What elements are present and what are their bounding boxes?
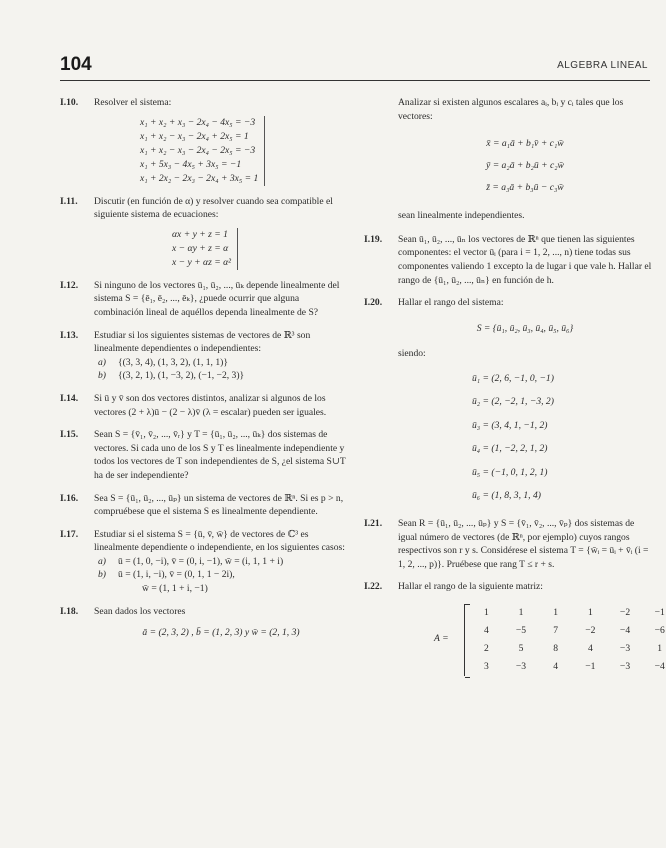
siendo-label: siendo: <box>398 348 426 360</box>
matrix-cell: −1 <box>654 606 665 618</box>
matrix-row <box>469 642 666 656</box>
vector-definition: ā = (2, 3, 2) , b̄ = (1, 2, 3) y w̄ = (2, 1, 3) <box>142 627 300 639</box>
exercise-text: Resolver el sistema: <box>94 97 172 108</box>
equation: z̄ = a₃ā + b₃ū − c₃w̄ <box>486 182 564 194</box>
matrix-cell: 4 <box>587 642 593 654</box>
exercise-1-20 <box>364 296 652 508</box>
exercise-text: Analizar si existen algunos escalares aᵢ, bᵢ y cᵢ tales que los vectores: <box>398 97 624 122</box>
exercise-number: I.21. <box>364 517 383 529</box>
matrix-cell: 7 <box>553 624 559 636</box>
matrix-cell: −2 <box>585 624 596 636</box>
exercise-1-21 <box>364 517 652 571</box>
exercise-number: I.15. <box>60 429 79 441</box>
exercise-1-13 <box>60 329 348 383</box>
exercise-text: Hallar el rango de la siguiente matriz: <box>398 581 543 593</box>
option-text: ū = (1, 0, −i), v̄ = (0, i, −1), w̄ = (i, 1, 1 + i) <box>118 555 284 567</box>
exercise-text: Estudiar si los siguientes sistemas de vectores de ℝ³ son linealmente dependientes o independientes: <box>94 329 311 355</box>
matrix-cell: 1 <box>483 606 489 618</box>
matrix-cell: 3 <box>483 660 489 672</box>
vector-item: ū₁ = (2, 6, −1, 0, −1) <box>472 372 554 384</box>
exercise-1-19 <box>364 233 652 287</box>
matrix-cell: −1 <box>585 660 596 672</box>
exercise-text: Sean R = {ū₁, ū₂, ..., ūₚ} y S = {v̄₁, v̄₂, ..., v̄ₚ} dos sistemas de igual número de vectores (de ℝⁿ, por ejemplo) cuyos rangos respectivos son r y s. Considérese el sistema T = {w̄ᵢ = ūᵢ + v̄ᵢ (i = 1, 2, ..., p)}. Pruébese que rang T ≤ r + s. <box>398 517 649 570</box>
equation: x − αy + z = α <box>172 242 229 254</box>
exercise-text: Estudiar si el sistema S = {ū, v̄, w̄} de vectores de ℂ³ es linealmente dependiente o independiente, en los siguientes casos: <box>94 528 345 554</box>
matrix-cell: 1 <box>553 606 559 618</box>
matrix-cell: −3 <box>515 660 527 672</box>
system-brace <box>172 228 238 270</box>
exercise-number: I.20. <box>364 297 383 309</box>
vector-item: ū₂ = (2, −2, 1, −3, 2) <box>472 396 554 408</box>
matrix-cell: −3 <box>619 642 631 654</box>
exercise-number: I.14. <box>60 392 79 404</box>
exercise-text: Si ninguno de los vectores ū₁, ū₂, ..., ūₖ depende linealmente del sistema S = {ē₁, ē₂, ..., ēₖ}, ¿puede ocurrir que alguna combinación lineal de aquéllos dependa linealmente de S? <box>94 279 340 318</box>
equation: x₁ + x₂ − x₃ − 2x₄ + 2x₅ = 1 <box>140 130 249 142</box>
vector-item: ū₃ = (3, 4, 1, −1, 2) <box>472 419 548 431</box>
exercise-number: I.13. <box>60 329 79 341</box>
equation-system <box>140 116 348 186</box>
option-label: a) <box>98 555 106 567</box>
matrix-cell: −2 <box>619 606 631 618</box>
matrix-cell: −4 <box>654 660 665 672</box>
header-rule <box>60 80 650 81</box>
exercise-1-14 <box>60 392 348 419</box>
equation: αx + y + z = 1 <box>172 228 228 240</box>
option-label: b) <box>98 370 106 382</box>
matrix-cell: 1 <box>657 642 663 654</box>
exercise-1-22 <box>364 580 665 678</box>
system-brace <box>140 116 265 186</box>
matrix-row <box>469 624 666 638</box>
exercise-number: I.16. <box>60 492 79 504</box>
matrix-cell: −6 <box>654 624 665 636</box>
exercise-1-12 <box>60 279 348 320</box>
exercise-number: I.18. <box>60 605 79 617</box>
exercise-number: I.19. <box>364 233 383 245</box>
matrix-cell: 1 <box>518 606 524 618</box>
page-number: 104 <box>60 54 92 75</box>
option-b <box>98 568 348 582</box>
option-text: {(3, 3, 4), (1, 3, 2), (1, 1, 1)} <box>118 356 228 368</box>
vector-item: ū₄ = (1, −2, 2, 1, 2) <box>472 443 548 455</box>
option-a <box>98 356 348 370</box>
equation: x₁ + 5x₃ − 4x₅ + 3x₅ = −1 <box>140 158 242 170</box>
combination-equations <box>398 133 652 199</box>
exercise-text: Sea S = {ū₁, ū₂, ..., ūₚ} un sistema de vectores de ℝⁿ. Si es p > n, compruébese que el sistema S es linealmente dependiente. <box>94 492 344 518</box>
matrix-a <box>426 604 665 678</box>
right-column <box>364 96 665 687</box>
matrix-row <box>469 606 666 620</box>
exercise-1-10 <box>60 96 348 186</box>
matrix-cell: 4 <box>483 624 489 636</box>
exercise-number: I.10. <box>60 97 79 108</box>
equation: x₁ + x₂ + x₃ − 2x₄ − 4x₅ = −3 <box>140 116 256 128</box>
matrix-cell: −3 <box>619 660 631 672</box>
matrix-cell: −5 <box>515 624 527 636</box>
exercise-1-15 <box>60 428 348 482</box>
equation: x̄ = a₁ā + b₁v̄ + c₁w̄ <box>486 138 564 150</box>
matrix-cell: 2 <box>483 642 489 654</box>
matrix-cell: 1 <box>587 606 593 618</box>
exercise-text: Sean S = {v̄₁, v̄₂, ..., v̄ᵣ} y T = {ū₁, ū₂, ..., ūₖ} dos sistemas de vectores. Si cada uno de los S y T es linealmente independiente y todos los vectores de T son independientes de S, ¿el sistema S∪T ha de ser independiente? <box>94 429 346 481</box>
matrix-cell: 4 <box>553 660 559 672</box>
exercise-text: Si ū y v̄ son dos vectores distintos, analizar si algunos de los vectores (2 + λ)ū − (2 − λ)v̄ (λ = escalar) pueden ser iguales. <box>94 392 327 418</box>
matrix-cell: 5 <box>518 642 524 654</box>
exercise-1-16 <box>60 492 348 519</box>
matrix-row <box>469 660 666 674</box>
vector-item: ū₅ = (−1, 0, 1, 2, 1) <box>472 466 548 478</box>
matrix-cell: −4 <box>619 624 631 636</box>
matrix-body <box>464 604 666 676</box>
option-b <box>98 369 348 383</box>
option-b-cont: w̄ = (1, 1 + i, −1) <box>142 583 208 595</box>
exercise-1-18 <box>60 605 348 640</box>
exercise-1-17 <box>60 528 348 596</box>
equation-system <box>172 228 348 270</box>
matrix-label: A = <box>434 632 449 644</box>
exercise-text: Discutir (en función de α) y resolver cuando sea compatible el siguiente sistema de ecuaciones: <box>94 195 333 221</box>
equation: x₁ + 2x₂ − 2x₃ − 2x₄ + 3x₅ = 1 <box>140 172 259 184</box>
exercise-text: Sean dados los vectores <box>94 605 186 617</box>
exercise-1-18-cont <box>364 96 652 223</box>
option-a <box>98 555 348 569</box>
left-column <box>60 96 348 649</box>
exercise-number: I.11. <box>60 195 78 207</box>
exercise-text: Hallar el rango del sistema: <box>398 297 504 309</box>
exercise-number: I.22. <box>364 581 383 593</box>
exercise-number: I.17. <box>60 528 79 540</box>
exercise-1-11 <box>60 195 348 270</box>
exercise-number: I.12. <box>60 279 79 291</box>
equation: x − y + αz = α² <box>172 256 232 268</box>
equation: ȳ = a₂ā + b₂ū + c₂w̄ <box>486 160 564 172</box>
option-text: ū = (1, i, −i), v̄ = (0, 1, 1 − 2i), <box>118 569 235 581</box>
option-label: a) <box>98 356 106 368</box>
matrix-cell: 8 <box>553 642 559 654</box>
option-label: b) <box>98 569 106 581</box>
exercise-text: Sean ū₁, ū₂, ..., ūₙ los vectores de ℝⁿ que tienen las siguientes componentes: el vector ūᵢ (para i = 1, 2, ..., n) tiene todas sus componentes valiendo 1 excepto la de lugar i que vale h. Hallar el rango de {ū₁, ū₂, ..., ūₙ} en función de h. <box>398 233 652 286</box>
vector-item: ū₆ = (1, 8, 3, 1, 4) <box>472 490 541 502</box>
equation: x₁ + x₂ − x₃ − 2x₄ − 2x₅ = −3 <box>140 144 256 156</box>
running-title: ALGEBRA LINEAL <box>557 60 648 71</box>
exercise-text: sean linealmente independientes. <box>398 210 525 222</box>
system-set: S = {ū₁, ū₂, ū₃, ū₄, ū₅, ū₆} <box>476 322 574 334</box>
vector-list <box>472 367 652 508</box>
option-text: {(3, 2, 1), (1, −3, 2), (−1, −2, 3)} <box>118 370 245 382</box>
